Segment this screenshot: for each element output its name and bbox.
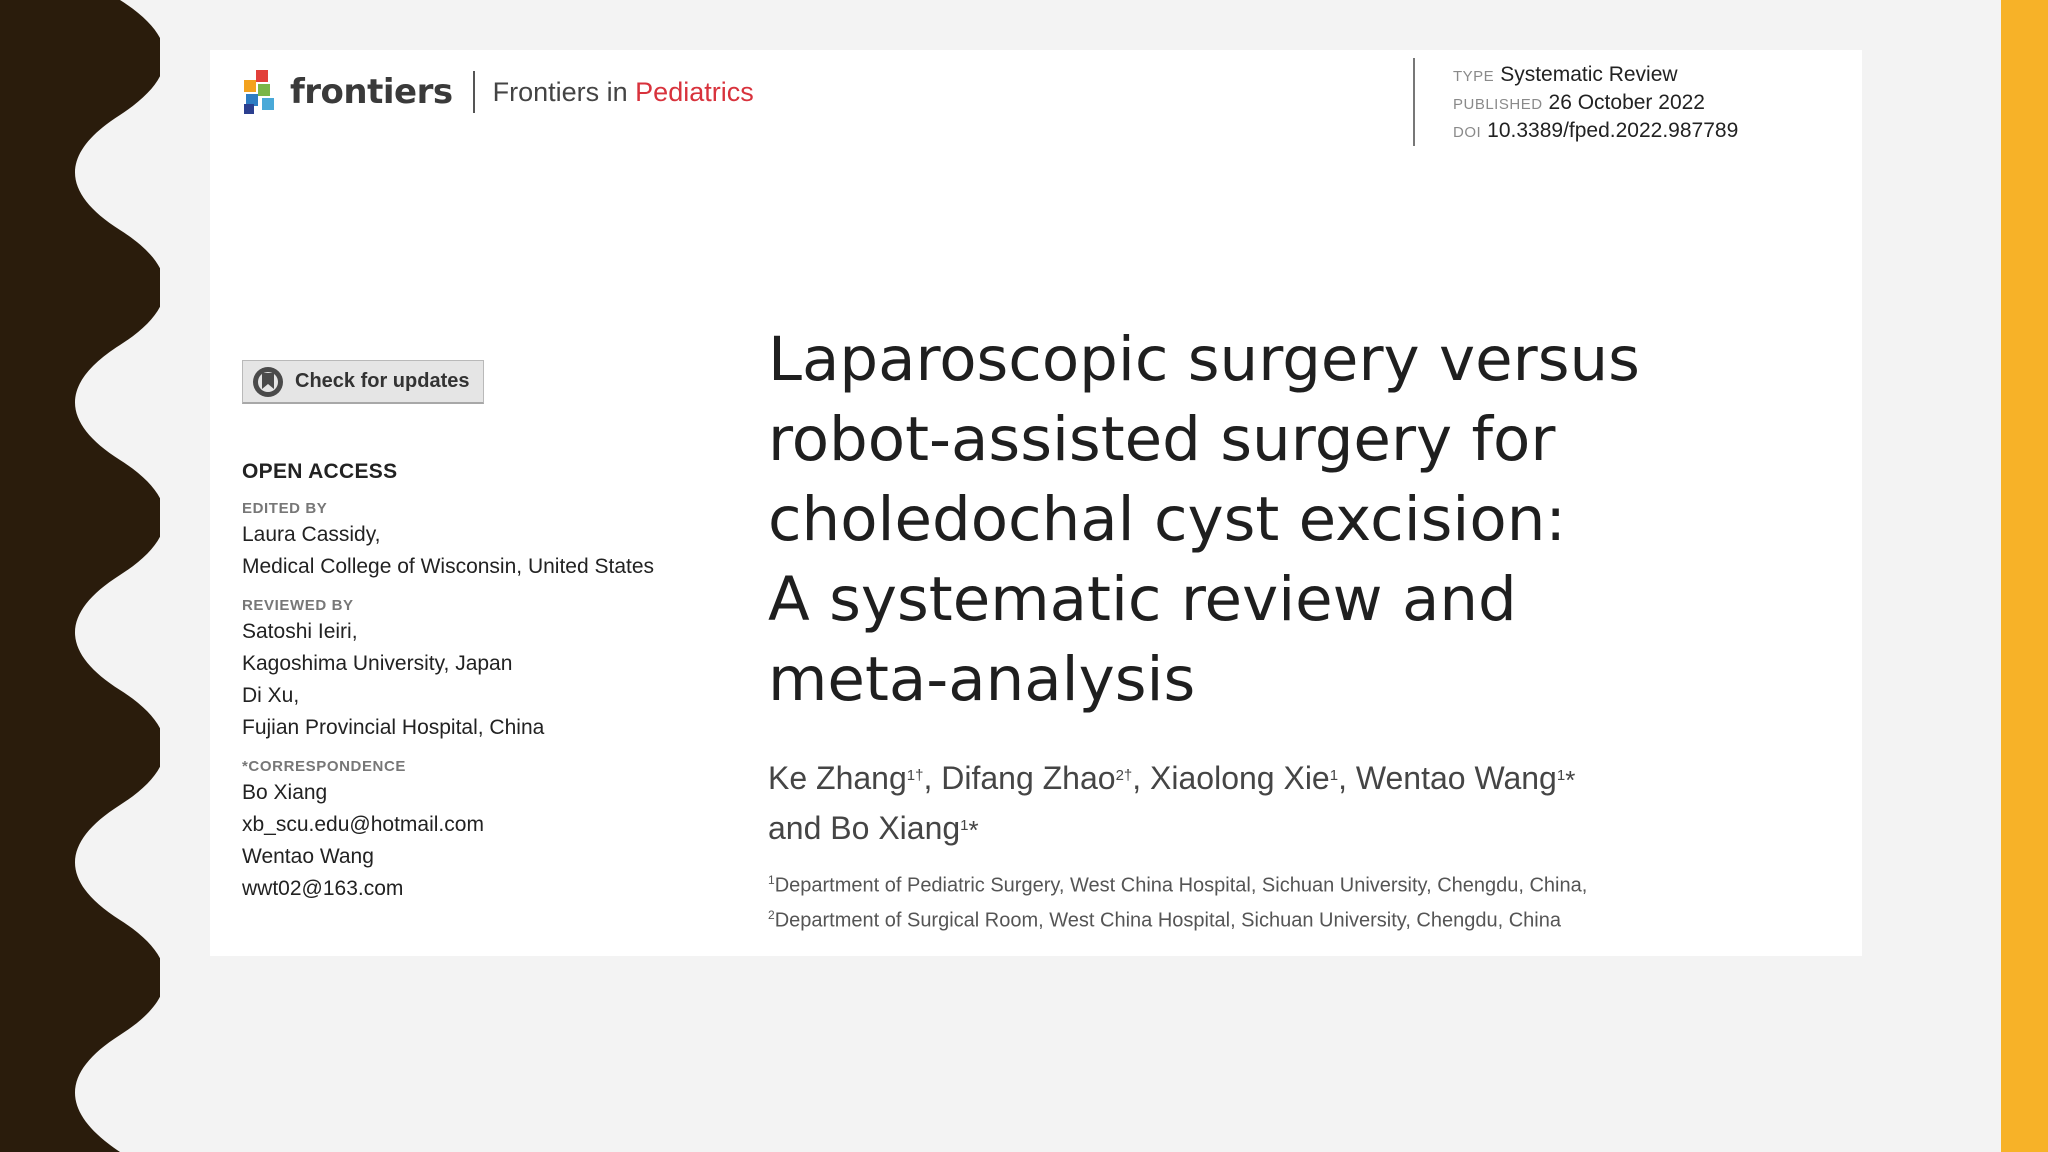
check-for-updates-button[interactable] <box>242 360 484 404</box>
article-meta <box>1453 62 1738 146</box>
affiliation-list <box>768 866 1587 935</box>
correspondent-email[interactable]: xb_scu.edu@hotmail.com <box>242 813 484 836</box>
correspondent-email[interactable]: wwt02@163.com <box>242 877 404 900</box>
author-affiliation-marker: 1† <box>906 767 924 784</box>
author-separator: , <box>1338 760 1356 796</box>
wavy-left-edge <box>0 0 160 1152</box>
reviewer-name: Satoshi Ieiri, <box>242 620 358 643</box>
author[interactable] <box>768 760 923 796</box>
meta-published-value: 26 October 2022 <box>1548 91 1705 114</box>
reviewed-by-heading: REVIEWED BY <box>242 597 354 614</box>
check-for-updates-label: Check for updates <box>295 370 470 392</box>
title-line: A systematic review and <box>768 564 1517 635</box>
title-line: robot-assisted surgery for <box>768 404 1556 475</box>
article-sidebar <box>242 460 742 905</box>
author-list <box>768 754 1818 854</box>
journal-prefix: Frontiers in <box>492 76 628 107</box>
paper-first-page <box>210 50 1862 956</box>
author[interactable] <box>941 760 1132 796</box>
reviewer-name: Di Xu, <box>242 684 300 707</box>
correspondent-name: Bo Xiang <box>242 781 328 804</box>
author-affiliation-marker: 1 <box>960 817 969 834</box>
author-name: Difang Zhao <box>941 760 1116 796</box>
corresponding-marker: * <box>1565 765 1576 795</box>
meta-type-label: TYPE <box>1453 68 1495 85</box>
author[interactable] <box>1356 760 1575 796</box>
affiliation-marker: 2 <box>768 907 775 922</box>
meta-doi-label: DOI <box>1453 124 1482 141</box>
author-separator: , <box>1132 760 1151 796</box>
check-for-updates-icon <box>251 365 285 399</box>
meta-doi <box>1453 118 1738 146</box>
reviewer-affiliation: Kagoshima University, Japan <box>242 652 513 675</box>
corresponding-marker: * <box>968 815 979 845</box>
affiliation-text: Department of Pediatric Surgery, West China Hospital, Sichuan University, Chengdu, China, <box>774 874 1588 897</box>
author[interactable] <box>1150 760 1338 796</box>
author-conjunction: and <box>768 810 831 846</box>
meta-doi-value[interactable]: 10.3389/fped.2022.987789 <box>1487 119 1739 142</box>
correspondent-name: Wentao Wang <box>242 845 374 868</box>
meta-type-value: Systematic Review <box>1500 63 1678 86</box>
meta-type <box>1453 62 1738 90</box>
affiliation <box>768 901 1587 936</box>
meta-divider <box>1413 58 1415 146</box>
author-name: Wentao Wang <box>1355 760 1557 796</box>
editor-affiliation: Medical College of Wisconsin, United States <box>242 555 655 578</box>
author-line <box>768 804 1818 854</box>
author[interactable] <box>830 810 978 846</box>
journal-brand[interactable] <box>242 62 754 122</box>
meta-published-label: PUBLISHED <box>1453 96 1543 113</box>
affiliation-marker: 1 <box>768 873 775 887</box>
affiliation-text: Department of Surgical Room, West China Hospital, Sichuan University, Chengdu, China <box>774 909 1561 932</box>
correspondence-heading: *CORRESPONDENCE <box>242 758 407 775</box>
affiliation <box>768 866 1587 901</box>
author-separator: , <box>923 760 942 796</box>
author-line <box>768 754 1818 804</box>
title-line: meta-analysis <box>768 644 1196 715</box>
author-name: Bo Xiang <box>830 810 961 846</box>
title-line: Laparoscopic surgery versus <box>768 324 1640 395</box>
author-affiliation-marker: 1 <box>1556 767 1566 784</box>
accent-bar <box>2001 0 2048 1152</box>
brand-name: frontiers <box>290 72 453 112</box>
article-title <box>768 320 1778 720</box>
author-affiliation-marker: 1 <box>1329 767 1339 784</box>
journal-name: Pediatrics <box>635 76 754 107</box>
author-name: Ke Zhang <box>768 760 907 796</box>
meta-published <box>1453 90 1738 118</box>
open-access-label: OPEN ACCESS <box>242 460 398 483</box>
author-name: Xiaolong Xie <box>1150 760 1330 796</box>
brand-divider <box>473 71 475 113</box>
title-line: choledochal cyst excision: <box>768 484 1566 555</box>
edited-by-heading: EDITED BY <box>242 500 328 517</box>
author-affiliation-marker: 2† <box>1115 767 1133 784</box>
reviewer-affiliation: Fujian Provincial Hospital, China <box>242 716 545 739</box>
editor-name: Laura Cassidy, <box>242 523 381 546</box>
frontiers-logo-icon <box>242 70 282 114</box>
journal-title <box>493 77 754 108</box>
